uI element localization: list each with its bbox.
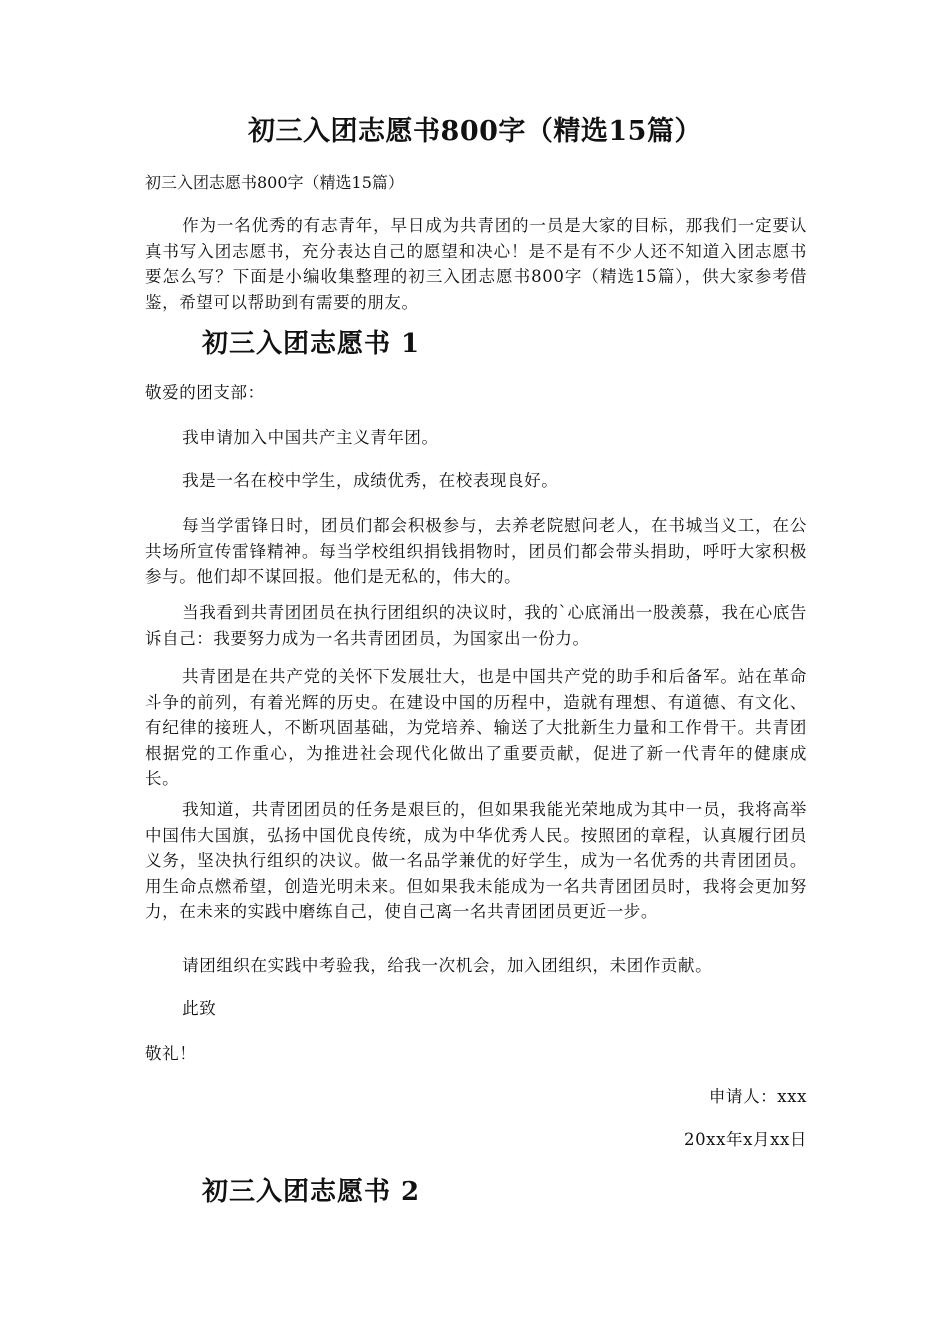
body-paragraph: 共青团是在共产党的关怀下发展壮大，也是中国共产党的助手和后备军。站在革命斗争的前列，有着光辉的历史。在建设中国的历程中，造就有理想、有道德、有文化、有纪律的接班人，不断巩固基础，为党培养、输送了大批新生力量和工作骨干。共青团根据党的工作重心，为推进社会现代化做出了重要贡献，促进了新一代青年的健康成长。 <box>145 667 807 788</box>
body-paragraph: 我申请加入中国共产主义青年团。 <box>182 428 439 447</box>
salutation: 敬爱的团支部： <box>145 383 265 402</box>
document-subtitle: 初三入团志愿书800字（精选15篇） <box>145 173 404 192</box>
closing-line: 敬礼！ <box>145 1044 197 1063</box>
body-paragraph: 每当学雷锋日时，团员们都会积极参与，去养老院慰问老人，在书城当义工，在公共场所宣传雷锋精神。每当学校组织捐钱捐物时，团员们都会带头捐助，呼吁大家积极参与。他们却不谋回报。他们是无私的，伟大的。 <box>145 516 807 586</box>
body-paragraph: 请团组织在实践中考验我，给我一次机会，加入团组织，未团作贡献。 <box>182 956 713 975</box>
body-paragraph: 我是一名在校中学生，成绩优秀，在校表现良好。 <box>182 471 559 490</box>
intro-paragraph: 作为一名优秀的有志青年，早日成为共青团的一员是大家的目标，那我们一定要认真书写入团志愿书，充分表达自己的愿望和决心！是不是有不少人还不知道入团志愿书要怎么写？下面是小编收集整理的初三入团志愿书800字（精选15篇），供大家参考借鉴，希望可以帮助到有需要的朋友。 <box>145 216 807 312</box>
section-heading-2: 初三入团志愿书 2 <box>202 1177 421 1207</box>
document-title: 初三入团志愿书800字（精选15篇） <box>248 116 702 147</box>
body-paragraph: 当我看到共青团团员在执行团组织的决议时，我的`心底涌出一股羡慕，我在心底告诉自己：我要努力成为一名共青团团员，为国家出一份力。 <box>145 603 807 648</box>
body-paragraph: 此致 <box>182 999 217 1018</box>
applicant-signature: 申请人：xxx <box>708 1087 807 1106</box>
body-paragraph: 我知道，共青团团员的任务是艰巨的，但如果我能光荣地成为其中一员，我将高举中国伟大国旗，弘扬中国优良传统，成为中华优秀人民。按照团的章程，认真履行团员义务，坚决执行组织的决议。做一名品学兼优的好学生，成为一名优秀的共青团团员。用生命点燃希望，创造光明未来。但如果我未能成为一名共青团团员时，我将会更加努力，在未来的实践中磨练自己，使自己离一名共青团团员更近一步。 <box>145 800 807 921</box>
section-heading-1: 初三入团志愿书 1 <box>202 329 421 359</box>
application-date: 20xx年x月xx日 <box>683 1130 807 1149</box>
